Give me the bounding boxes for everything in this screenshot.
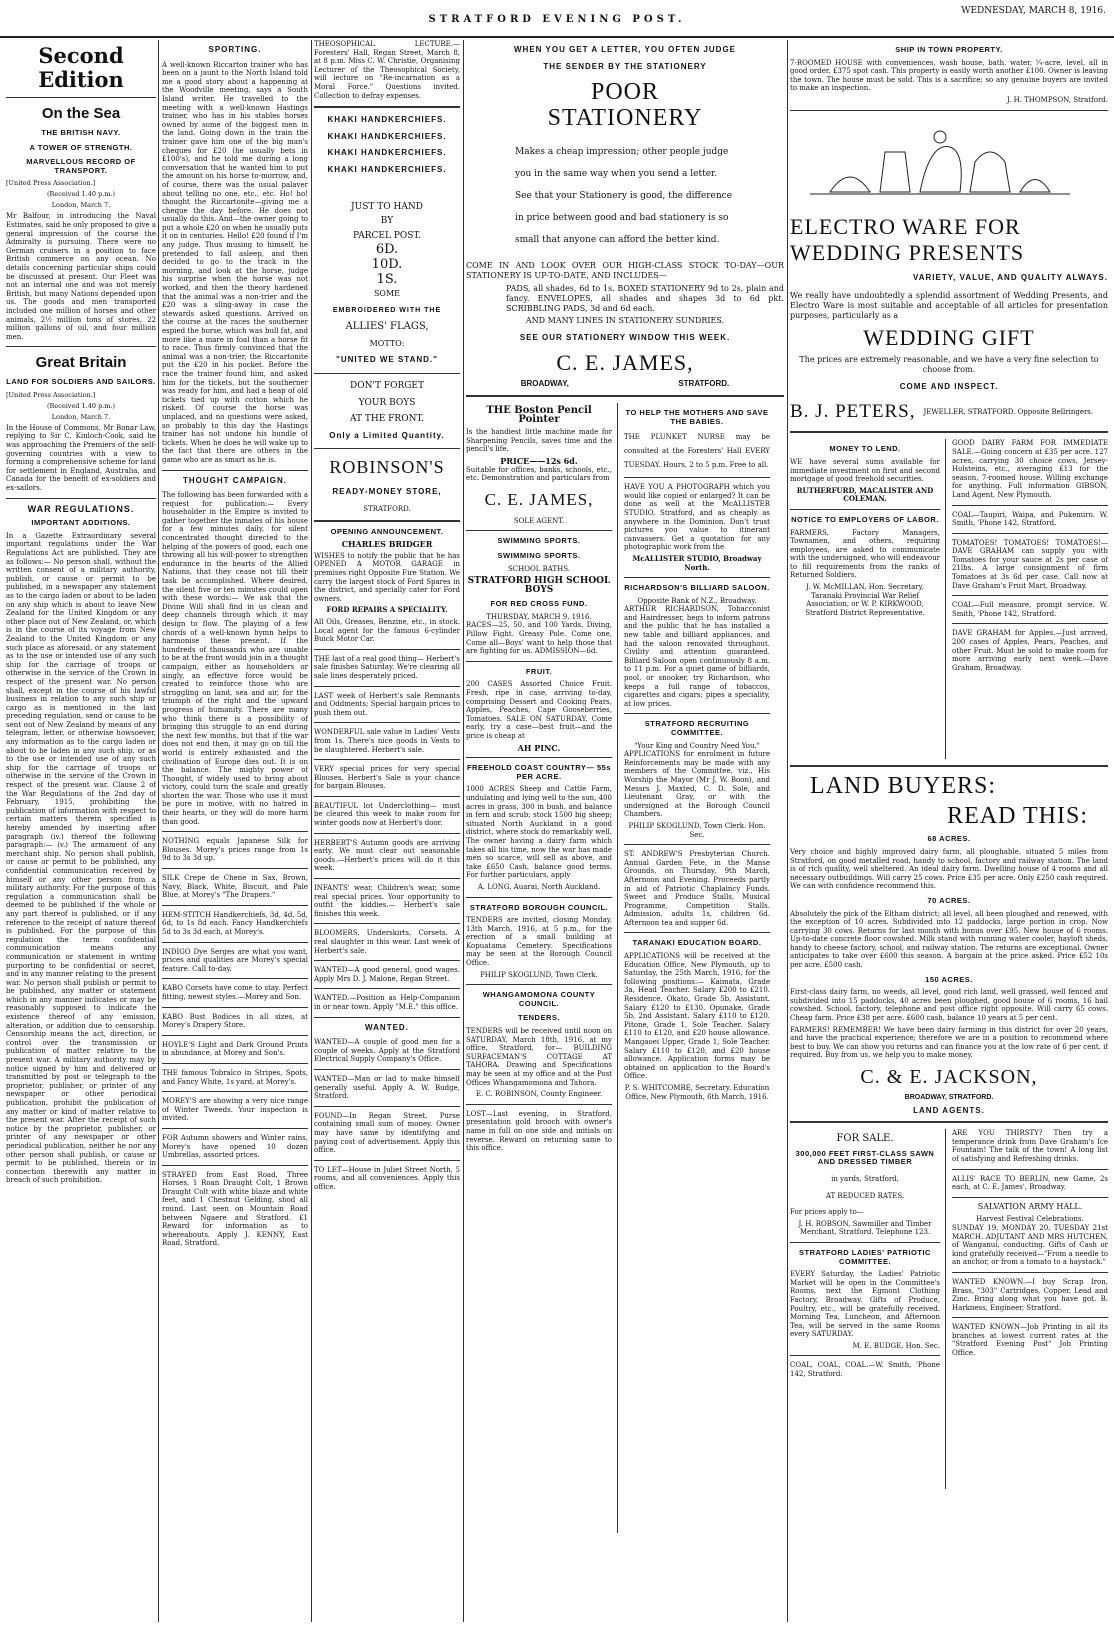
ad-text: PHILIP SKOGLUND, Town Clerk.	[480, 970, 598, 979]
jackson-heading: C. & E. JACKSON,	[860, 1066, 1038, 1088]
ad-text: A. LONG, Auarai, North Auckland.	[477, 882, 601, 891]
ad-text: STRATFORD.	[363, 505, 411, 514]
read-this-heading: READ THIS:	[947, 803, 1088, 830]
ad-text: AH PINC.	[517, 742, 561, 753]
ad-text: ALLIES' FLAGS,	[345, 321, 429, 333]
classified-ad: INDIGO Dye Serges are what you want, prices and qualities are Morey's special feature. Call to-day.	[162, 947, 308, 973]
classified-ad: FOR Autumn showers and Winter rains, Morey's have opened 10 dozen Umbrellas, assorted prices.	[162, 1133, 308, 1160]
ad-body: ST. ANDREW'S Presbyterian Church. Annual Garden Fete, in the Manse Grounds, on Thursday, 9th March, Afternoon and Evening. Proceeds partly in aid of Patriotic Chaplaincy Funds. Sweet and Produce Stalls, Musical Programme, Competition Stalls. Admission, adults 1s, children 6d. Afternoon tea and supper 6d.	[624, 850, 770, 927]
ad-text: McALLISTER STUDIO, Broadway North.	[632, 553, 762, 572]
ad-body: ALLIS' RACE TO BERLIN, new Game, 2s each, at C. E. James', Broadway.	[952, 1174, 1108, 1192]
khaki-line: KHAKI HANDKERCHIEFS.	[327, 164, 447, 174]
ad-body: COAL—Taupiri, Waipa, and Pukemiro. W. Smith, 'Phone 142, Stratford.	[952, 510, 1108, 528]
subheading: FREEHOLD COAST COUNTRY— 55s PER ACRE.	[466, 763, 612, 781]
classified-ad: TO LET—House in Juliet Street North, 5 rooms, and all conveniences. Apply this office.	[314, 1165, 460, 1191]
ad-body: APPLICATIONS will be received at the Education Office, New Plymouth, up to Saturday, the 25th March, 1916, for the following positions:— Kaimata, Grade 3a, Head Teacher. Salary £200 to £210. Residence. Okato, Grade 5b, Assistant. Salary £120 to £130. Opunake, Grade 5b, 2nd Assistant. Salary £110 to £120. Pitone, Grade 1, Sole Teacher. Salary £110 to £120, and £20 house allowance. Mangaoei Upper, Grade 1, Sole Teacher. Salary £110 to £120, and £20 house allowance. Application forms may be obtained on application to the Board's Office.	[624, 952, 770, 1081]
ad-text: E. C. ROBINSON, County Engineer.	[475, 1090, 603, 1099]
ad-text: "Your King and Country Need You."	[634, 741, 760, 750]
ad-text: YOUR BOYS	[358, 397, 416, 408]
subheading: WHANGAMOMONA COUNTY COUNCIL.	[482, 990, 596, 1008]
ad-body: Absolutely the pick of the Eltham district; all level, all been ploughed and renewed, with the exception of 10 acres. Subdivided into 12 paddocks, large portion in crop. Now carrying 30 cows. Returns for last month with bonus over £95. New house of 6 rooms. Up-to-date concrete floor cowshed. Milk stand with running water cooler, hayloft sheds, handy to cheese factory, school, and railway station. The returns are exceptional. Owner anticipates to take over £600 this season. A bargain at the price asked. Price £52 10s per acre. £500 cash.	[790, 909, 1108, 970]
article-body: In a Gazette Extraordinary several important regulations under the War Regulations Act are published. They are as follows:— No person shall, without the written consent of a military authority, publish, or cause or permit to be published, in a newspaper any statement as to the cargo laden or about to be laden on any ship which is about to leave New Zealand for the United Kingdom or any other place out of New Zealand, or, which is in the course of its voyage from New Zealand to the United Kingdom or any such place as aforesaid, or any statement as to the use or intended use of any such ship for the carriage of troops or otherwise in the service of the Crown in respect of the present war. No person shall, except in the course of his lawful business in relation to any such ship or cargo as is mentioned in the last preceding regulation, send or cause to be sent out of New Zealand by means of any telegram, letter, or otherwise howsoever, any information as to the cargo laden or about to be laden in any such ship, or as to the use or intended use of any such ship for the carriage of troops or otherwise in the service of the Crown in respect of the present war. Clause 2 of the War Regulations of the 2nd day of February, 1915, prohibiting the publication of information with respect to certain matters therein specified is hereby amended by inserting after paragraph (iv.) thereof the following paragraph:— (v.) The armament of any merchant ship. No person shall publish, or cause or permit to be published, any confidential communication received by himself or any other person from a military authority. For the purpose of this regulation a communication shall be deemed to be published if the whole or any part thereof is published, or if any reference to the receipt of nature thereof is published. For the purpose of this regulation the term confidential communication means any communication or statement in writing purporting to be confidential or secret, and in any manner relating to the present war. No person shall publish or permit to be published, any matter or statement which in any manner indicates or may be reasonably supposed to indicate the existence thereof of any emission, alteration, or addition due to censorship. Censorship means the act, direction, or control over the transmission or publication of matter relative to the present war. A military authority may by notice signed by him and delivered or transmitted by post or telegraph to the proprietor, publisher, or printer of any newspaper or other periodical publication, prohibit the publication of any matter or kind of matter relative to the present war. After the receipt of such notice by the proprietor, publisher, or printer of any newspaper or other periodical publication, neither he nor any other person shall publish, or cause or permit to be published, therein or in connection therewith any matter in breach of such prohibition.	[6, 531, 156, 1185]
sub-column-left	[790, 439, 940, 759]
ad-text: SEE OUR STATIONERY WINDOW THIS WEEK.	[519, 332, 731, 342]
ad-body: TOMATOES! TOMATOES! TOMATOES!—DAVE GRAHAM can supply you with Tomatoes for your sauce at 2s per case of 21lbs. A large consignment of firm Tomatoes at 3s 6d per case. Call now at Dave Graham's Fruit Mart, Broadway.	[952, 538, 1108, 590]
subheading: 70 ACRES.	[927, 895, 971, 905]
ad-body: THE PLUNKET NURSE may be consulted at the Foresters' Hall EVERY TUESDAY. Hours, 2 to 5 p.m. Free to all.	[624, 433, 770, 470]
classified-ad: HEM-STITCH Handkerchiefs, 3d, 4d, 5d, 6d, to 1s 8d each. Fancy Handkerchiefs 5d to 3s 3d each, at Morey's.	[162, 910, 308, 936]
subheading: RICHARDSON'S BILLIARD SALOON.	[624, 583, 770, 593]
ad-body: WANTED KNOWN.—I buy Scrap Iron, Brass, "303" Cartridges, Copper, Lead and Zinc. Bring along what you have got. B. Harkness, Engineer, Stratford.	[952, 1277, 1108, 1312]
subheading: LAND FOR SOLDIERS AND SAILORS.	[6, 377, 156, 387]
subheading: STRATFORD RECRUITING COMMITTEE.	[644, 719, 750, 737]
classified-ad: VERY special prices for very special Blouses. Herbert's Sale is your chance for bargain Blouses.	[314, 765, 460, 791]
ad-body: WANTED KNOWN—Job Printing in all its branches at lowest current rates at the "Stratford Evening Post" Job Printing Office.	[952, 1323, 1108, 1358]
ad-text: BROADWAY, STRATFORD.	[904, 1094, 994, 1101]
column-rule	[945, 439, 946, 759]
classified-ad: BEAUTIFUL lot Underclothing— must be cleared this week to make room for winter goods now at Herbert's door.	[314, 801, 460, 828]
column-ads	[314, 40, 460, 1622]
press-credit: [United Press Association.]	[6, 390, 96, 399]
price: 6D.	[375, 242, 399, 258]
price: PRICE——12s 6d.	[500, 455, 578, 466]
street: BROADWAY,	[520, 379, 569, 389]
ad-heading: SALVATION ARMY HALL.	[977, 1201, 1083, 1211]
classified-ad: KABO Bust Bodices in all sizes, at Morey's Drapery Store.	[162, 1012, 308, 1030]
sub-column-right	[952, 1129, 1108, 1489]
classified-ad: All Oils, Greases, Benzine, etc., in stock. Local agent for the famous 6-cylinder Buick Motor Car.	[314, 617, 460, 644]
column-sporting	[162, 40, 308, 1622]
ad-text: SCHOOL BATHS.	[508, 564, 570, 573]
ad-text: SOME	[373, 289, 401, 299]
ad-body: Makes a cheap impression; other people judge you in the same way when you send a letter. See that your Stationery is good, the difference in price between good and bad stationery is so small that anyone can afford the better kind.	[515, 147, 733, 246]
ad-text: VARIETY, VALUE, AND QUALITY ALWAYS.	[912, 273, 1108, 283]
ad-text: LAND AGENTS.	[913, 1105, 985, 1115]
ad-body: AND MANY LINES IN STATIONERY SUNDRIES.	[525, 316, 725, 326]
classified-ad: WANTED—A couple of good men for a couple of weeks. Apply at the Stratford Electrical Supply Company's Office.	[314, 1038, 460, 1064]
ad-text: READY-MONEY STORE,	[332, 487, 442, 497]
split-columns	[466, 403, 784, 1533]
khaki-line: KHAKI HANDKERCHIEFS.	[327, 131, 447, 141]
ad-body: FARMERS, Factory Managers, Townsmen, and others, requiring employees, are asked to communicate with the undersigned, who will endeavour to fill requirements from the ranks of Returned Soldiers.	[790, 528, 940, 580]
ad-text: J. W. McMILLAN, Hon. Secretary, Taranaki Provincial War Relief Association, or W. P. KIRKWOOD, Stratford District Representative.	[805, 583, 925, 617]
ad-text: in yards, Stratford,	[831, 1174, 899, 1183]
stationery-heading: STATIONERY	[547, 105, 703, 132]
ad-body: EVERY Saturday, the Ladies' Patriotic Market will be open in the Committee's Rooms, next the Egmont Clothing Factory, Broadway. Gifts of Produce, Poultry, etc., will be gratefully received. Morning Tea, Luncheon, and Afternoon Tea, will be served in the same Rooms every SATURDAY.	[790, 1270, 940, 1339]
subheading: SWIMMING SPORTS.	[497, 536, 581, 546]
ad-body: COME IN AND LOOK OVER OUR HIGH-CLASS STOCK TO-DAY—OUR STATIONERY IS UP-TO-DATE, AND INCLUDES—	[466, 261, 784, 281]
split-section	[790, 1129, 1108, 1489]
ad-text: CHARLES BRIDGER	[341, 539, 433, 550]
ad-body: GOOD DAIRY FARM FOR IMMEDIATE SALE.—Going concern at £35 per acre. 127 acres, carrying 30 choice cows, Jersey-Holsteins, etc., averaging £13 for the season, 7-roomed house. Willing exchange for anything. Full information GIBSON, Land Agent, New Plymouth.	[952, 439, 1108, 499]
ad-body: 1000 ACRES Sheep and Cattle Farm, undulating and lying well to the sun, 400 acres in grass, 300 in bush, and balance in fern and scrub; stock 1500 big sheep; situated North Auckland in a good district, where stock do remarkably well. The owner having a dairy farm which takes all his time, now the war has made men so scarce, will sell as above, and take £650 Cash, balance good terms. For further particulars, apply	[466, 785, 612, 880]
ad-text: AT THE FRONT.	[350, 414, 424, 425]
second-edition-heading: Second Edition	[38, 43, 124, 92]
classified-ad: BLOOMERS, Underskirts, Corsets. A real slaughter in this wear. Last week of Herbert's sale.	[314, 929, 460, 955]
ad-body: RACES—25, 50, and 100 Yards. Diving, Pillow Fight. Greasy Pole. Come one, Come all—Boys' want to help those that are fighting for us. ADMISSION—6d.	[466, 621, 612, 656]
ad-text: FORD REPAIRS A SPECIALITY.	[326, 605, 448, 615]
ad-body: SUNDAY 19, MONDAY 20, TUESDAY 21st MARCH. ADJUTANT AND MRS HUTCHEN, of Wanganui, conducting. Gifts of Cash or kind gratefully received—"From a needle to an anchor, or from a tomato to a haystack."	[952, 1223, 1108, 1267]
classified-ad: HERBERT'S Autumn goods are arriving early. We must clear out seasonable goods.—Herbert's prices will do it this week.	[314, 838, 460, 873]
ad-body: HAVE YOU A PHOTOGRAPH which you would like copied or enlarged? It can be done as well at the McALLISTER STUDIO, Stratford, and as cheaply as anywhere in the Dominion. Don't trust pictures you value to itinerant canvassers. Get a quotation for any photographic work from the	[624, 483, 770, 552]
press-credit: [United Press Association.]	[6, 179, 96, 188]
article-body: In the House of Commons, Mr Bonar Law, replying to Sir C. Kinloch-Cook, said he was approaching the Premiers of the self-governing countries with a view to forming a comprehensive scheme for land for settlement in England, Australia, and Canada for the benefit of ex-soldiers and ex-sailors.	[6, 423, 156, 493]
ad-text: EMBROIDERED WITH THE	[332, 306, 442, 314]
split-section	[790, 439, 1108, 759]
price: 1S.	[376, 271, 398, 287]
column-rule	[617, 403, 618, 1533]
ad-text: Harvest Festival Celebrations.	[976, 1215, 1084, 1224]
ad-body: 7-ROOMED HOUSE with conveniences, wash house, bath, water, ¼-acre, level, all in good order, £375 spot cash. This property is easily worth another £100. Owner is leaving the town. The house must be sold. This is a sacrifice; so any genuine buyers are invited to make an inspection.	[790, 58, 1108, 93]
ad-text: Only a Limited Quantity.	[329, 430, 445, 440]
ad-body: The prices are extremely reasonable, and we have a very fine selection to choose from.	[799, 354, 1099, 374]
khaki-line: KHAKI HANDKERCHIEFS.	[327, 115, 447, 125]
ad-body: For prices apply to—	[790, 1208, 864, 1217]
column-rule	[311, 40, 312, 1622]
subheading: TARANAKI EDUCATION BOARD.	[632, 938, 762, 948]
subheading: IMPORTANT ADDITIONS.	[31, 518, 131, 528]
classified-ad: KABO Corsets have come to stay. Perfect fitting, newest styles.—Morey and Son.	[162, 984, 308, 1001]
ad-body: First-class dairy farm, no weeds, all level, good rich land, well grassed, well fenced and subdivided into 15 paddocks, 40 acres been ploughed, good house of 6 rooms, 16 bail cowshed. School, factory, telephone and post office right opposite. Will carry 65 cows. Cheap farm. Price £38 per acre. £600 cash, balance 10 years at 5 per cent.	[790, 988, 1108, 1023]
ad-text: DON'T FORGET	[350, 381, 424, 392]
ad-body: WE have several sums available for immediate investment on first and second mortgage of good freehold securities.	[790, 457, 940, 484]
subheading: SWIMMING SPORTS.	[497, 550, 581, 560]
town: STRATFORD.	[678, 379, 730, 389]
on-the-sea-heading: On the Sea	[41, 105, 121, 122]
classified-ad: THE famous Tobralco in Stripes, Spots, and Fancy White, 1s yard, at Morey's.	[162, 1068, 308, 1086]
subheading: THE BRITISH NAVY.	[41, 128, 121, 137]
subheading: OPENING ANNOUNCEMENT.	[330, 526, 444, 536]
ad-text: PARCEL POST.	[353, 230, 421, 241]
ad-text: M. E. BUDGE, Hon. Sec.	[852, 1341, 940, 1350]
ad-body: FARMERS! REMEMBER! We have been dairy farming in this district for over 20 years, and have the practical experience; therefore we are in a position to recommend where best to buy. We can show you returns and can finance you at the low rate of 6 per cent. if required. Buy from us, we help you to make money.	[790, 1025, 1108, 1060]
column-rule	[158, 40, 159, 1622]
newspaper-title: STRATFORD EVENING POST.	[428, 14, 686, 25]
sub-column-left	[790, 1129, 940, 1489]
subheading: FOR RED CROSS FUND.	[490, 599, 588, 609]
wedding-gift-heading: WEDDING GIFT	[863, 324, 1035, 350]
ad-body: ARE YOU THIRSTY? Then try a temperance drink from Dave Graham's Ice Fountain! The talk of the town! A long list of satisfying and Refreshing drinks.	[952, 1129, 1108, 1163]
ad-body: We really have undoubtedly a splendid assortment of Wedding Presents, and Electro Ware is most suitable and acceptable of all articles for presentation purposes, particularly as a	[790, 290, 1108, 320]
wanted-heading: WANTED.	[365, 1022, 409, 1032]
classified-ad: FOUND—In Regan Street, Purse containing small sum of money. Owner may have same by identifying and paying cost of advertisement. Apply this office.	[314, 1111, 460, 1155]
ad-text: JUST TO HAND	[351, 201, 423, 212]
classified-ad: INFANTS' wear, Children's wear, some real special prices. Your opportunity to outfit the kiddies.— Herbert's sale finishes this week.	[314, 884, 460, 918]
price: 10D.	[371, 256, 403, 272]
merchant-name: C. E. JAMES,	[484, 489, 594, 509]
ad-heading: FOR SALE.	[836, 1133, 894, 1145]
war-regulations-heading: WAR REGULATIONS.	[27, 503, 135, 514]
subheading: TENDERS.	[518, 1013, 560, 1023]
column-rule	[787, 40, 788, 1622]
ad-text: THE SENDER BY THE STATIONERY	[543, 61, 707, 71]
peters-line	[790, 399, 1108, 425]
ad-body: APPLICATIONS for enrolment in future Reinforcements may be made with any members of the Committee, viz., His Worship the Mayor (Mr J. W. Boon), and Messrs J. Maxted, C. D. Sole, and Lieutenant Gray, or with the undersigned at the Borough Council Chambers.	[624, 750, 770, 819]
great-britain-heading: Great Britain	[35, 354, 127, 372]
classified-ad: WONDERFUL sale value in Ladies' Vests from 1s. There's nice goods in Vests to be slaughtered. Herbert's sale.	[314, 728, 460, 754]
land-buyers-heading: LAND BUYERS:	[810, 773, 997, 800]
dateline: London, March 7.	[51, 201, 111, 210]
electro-ware-heading: ELECTRO WARE FOR WEDDING PRESENTS	[790, 214, 1025, 266]
ad-body: COAL—Full measure, prompt service. W. Smith, 'Phone 142, Stratford.	[952, 601, 1108, 618]
ad-text: Opposite Bank of N.Z., Broadway.	[637, 596, 757, 605]
received-time: (Received 1.40 p.m.)	[46, 401, 116, 410]
ad-body: Suitable for offices, banks, schools, etc., etc. Demonstration and particulars from	[466, 465, 612, 483]
ad-text: SOLE AGENT.	[513, 516, 565, 525]
classified-ad: WANTED.—Position as Help-Companion in or near town. Apply "M.E." this office.	[314, 994, 460, 1011]
column-news	[6, 40, 156, 1622]
ad-text: J. H. THOMPSON, Stratford.	[1006, 95, 1108, 104]
subheading: MONEY TO LEND.	[829, 444, 901, 454]
article-body: A well-known Riccarton trainer who has been on a jaunt to the North Island told me a good story about a happening at the Woodville meeting, says a South Island writer. He travelled to the meeting with a well-known Hastings trainer, who has in his stables horses owned by some of the biggest men in the land. Going down in the train the trainer gave him one of the big man's cheques for £20 (he usually bets in £100's), and he told me during a long conversation that he wanted him to put the amount on his horse to-morrow, and, of course, there was the usual palaver about telling no one, etc., etc. Ho! ho! thought the Riccartonite—giving me a cheque the day before. He does not usually do this. And—the owner going to put a whole £20 on when he usually puts it on in centuries. Hello! £20 found if I'm any judge. Thus musing to himself, he pretended to fall asleep, and then decided to go to the track in the morning, and look at the horse, judge his surprise when the horse was not worked, and then the theory hardened that the animal was a non-trier and the £20 was a sling-away in case the stewards asked questions. Arrived on the course at the races the southerner espied the horse, which was bull fat, and more like a mare in foal than a horse fit to race. Thus firmly convinced that the animal was a non-trier, the Riccartonite put the £20 in his pocket. Before the race the trainer found him, and asked him for the tickets, but the southerner was ready for him, and had a heap of old tickets tied up with cotton which he risked. Of course the horse was unplaced, and no questions were asked, so probably to this day the Hastings trainer has not undone his bundle of tickets. When he does he will wake up to the fact that there are others in the game who are as smart as he is.	[162, 60, 308, 464]
subheading: 150 ACRES.	[925, 974, 973, 984]
silverware-illustration	[790, 122, 1090, 202]
ad-body: TENDERS are invited, closing Monday, 13th March, 1916, at 5 p.m., for the erection of a small building at Kopuatama Cemetery. Specifications may be seen at the Borough Council Office.	[466, 916, 612, 968]
sporting-heading: SPORTING.	[208, 45, 262, 54]
ad-text: RUTHERFURD, MACALISTER AND COLEMAN.	[796, 485, 934, 504]
column-stationery	[466, 40, 784, 1622]
ad-text: THURSDAY, MARCH 9, 1916.	[486, 612, 592, 621]
ad-body: 200 CASES Assorted Choice Fruit. Fresh, ripe in case, arriving to-day, comprising Dessert and Cooking Pears, Apples, Peaches, Cape Gooseberries, Tomatoes. SALE ON SATURDAY. Come early, try a case—best fruit—and the price is cheap at	[466, 680, 612, 740]
subheading: TO HELP THE MOTHERS AND SAVE THE BABIES.	[625, 407, 769, 426]
subheading: STRATFORD LADIES' PATRIOTIC COMMITTEE.	[799, 1247, 931, 1266]
address-line	[466, 380, 784, 389]
ad-text: J. H. ROBSON, Sawmiller and Timber Merchant, Stratford. Telephone 123.	[798, 1219, 932, 1237]
classified-ad: LAST week of Herbert's sale Remnants and Oddments; Special bargain prices to push them out.	[314, 691, 460, 717]
subheading: FRUIT.	[525, 666, 553, 676]
issue-date: WEDNESDAY, MARCH 8, 1916.	[961, 6, 1106, 16]
ad-text: BY	[380, 216, 394, 227]
merchant-name: B. J. PETERS,	[790, 401, 916, 423]
masthead	[0, 0, 1114, 38]
subheading: NOTICE TO EMPLOYERS OF LABOR.	[791, 514, 939, 524]
ad-body: COAL, COAL, COAL.—W. Smith, 'Phone 142, Stratford.	[790, 1361, 940, 1379]
subheading: SHIP IN TOWN PROPERTY.	[895, 45, 1003, 54]
classified-ad: MOREY'S are showing a very nice range of Winter Tweeds. Your inspection is invited.	[162, 1097, 308, 1123]
thought-campaign-heading: THOUGHT CAMPAIGN.	[183, 475, 287, 485]
sub-column-right	[624, 403, 770, 1533]
classified-ad: WANTED—Man or lad to make himself generally useful. Apply A. W. Budge, Stratford.	[314, 1074, 460, 1101]
received-time: (Received 1.40 p.m.)	[46, 190, 116, 199]
store-name: ROBINSON'S	[329, 457, 445, 478]
sub-column-left	[466, 403, 612, 1533]
subheading: A TOWER OF STRENGTH.	[29, 142, 133, 152]
ad-body: DAVE GRAHAM for Apples.—Just arrived, 200 cases of Apples, Pears, Peaches, and other Fruit. Must be sold to make room for more arriving early next week.—Dave Graham, Broadway.	[952, 629, 1108, 672]
classified-ad: STRAYED from East Road, Three Horses, 1 Roan Draught Colt, 1 Brown Draught Colt with white blaze and white feet, and 1 Chestnut Gelding, shod all round. Last seen on Mountain Road between Ngaere and Stratford. £1 Reward for information as to whereabouts. Apply J. KENNY, East Road, Stratford.	[162, 1170, 308, 1248]
ad-text: PHILIP SKOGLUND, Town Clerk. Hon. Sec.	[628, 821, 766, 839]
column-property	[790, 40, 1108, 1622]
article-body: The following has been forwarded with a request for publication:— Every householder in the Empire is invited to gather together the inmates of his house for a few minutes daily, for silent concentrated thought directed to the helping of the powers of good, each one throwing all his will-power to strengthen endurance in the hearts of the Allied Nations, that they cease not till their task be accomplished. Where desired, the silent five or ten minutes could open with these words:— We ask that the Divine Will shall find in us clean and deep channels through which it may design to flow. The playing of a few chords of a well-known hymn helps to harmonise these present. If the hundreds of thousands who are unable to be at the front would join in a thought campaign, either as householders or singly, an effective force would be created to reinforce those who are struggling on land, sea and air, for the triumph of the right and the upward progress of humanity. There are many who think there is a possibility of bringing this struggle to an end during the next few months, but that if the war does not end then, it may go on till the world is entirely exhausted and the civilisation of Europe dies out. It is on the balance. The mighty power of Thought, if widely used to bring about victory, could turn the scale and greatly shorten the war. Those who use it must be pure in motive, with no hatred in their hearts, or they will do more harm than good.	[162, 491, 308, 826]
classified-ad: WANTED—A good general, good wages. Apply Mrs D. J. Malone, Regan Street.	[314, 966, 460, 983]
ad-text: P. S. WHITCOMBE, Secretary. Education Office, New Plymouth, 6th March, 1916.	[624, 1083, 770, 1101]
ad-body: TENDERS will be received until noon on SATURDAY, March 18th, 1916, at my office, Stratford, for— BUILDING SURFACEMAN'S COTTAGE AT TAHORA. Drawing and Specifications may be seen at my office and at the Post Offices Whangamomona and Tahora.	[466, 1027, 612, 1087]
khaki-line: KHAKI HANDKERCHIEFS.	[327, 148, 447, 158]
subheading: 68 ACRES.	[927, 834, 971, 844]
classified-ad: SILK Crepe de Chene in Sax, Brown, Navy, Black, White, Biscuit, and Pale Blue, at Morey's "The Drapers."	[162, 874, 308, 900]
ad-text: JEWELLER, STRATFORD. Opposite Bellringers.	[923, 408, 1094, 417]
classified-ad: HOYLE'S Light and Dark Ground Prints in abundance, at Morey and Son's.	[162, 1040, 308, 1058]
subheading: MARVELLOUS RECORD OF TRANSPORT.	[26, 157, 136, 175]
article-body: Mr Balfour, in introducing the Naval Estimates, said he only proposed to give a general impression of the course the Admiralty is pursuing. There were no German cruisers in a position to face British commerce on any ocean. No details concerning particular ships could be discussed at present. Our Fleet was not an internal one and was not merely British, but many Nations depended upon us. The goods and men transported included one million of horses and other animals, 2½ million tons of stores, 22 million gallons of oil, and four million men.	[6, 212, 156, 341]
ad-text: "UNITED WE STAND."	[336, 355, 438, 365]
ad-heading: THE Boston Pencil Pointer	[486, 404, 592, 425]
ad-text: WHEN YOU GET A LETTER, YOU OFTEN JUDGE	[513, 45, 736, 54]
dateline: London, March 7.	[51, 412, 111, 421]
ad-body: LOST—Last evening, in Stratford, presentation gold brooch with owner's name in full on one side and initials on reverse. Reward on returning same to this office.	[466, 1109, 612, 1153]
ad-body: PADS, all shades, 6d to 1s. BOXED STATIONERY 9d to 2s, plain and fancy. ENVELOPES, all shades and shapes 3d to 6d pkt. SCRIBBLING PADS, 3d and 6d each.	[506, 284, 784, 314]
ad-body: ARTHUR RICHARDSON, Tobacconist and Hairdresser, begs to inform patrons and the public that he has installed a new table and billiard appliances, and had the saloon renovated throughout. Civility and attention guaranteed. Billiard Saloon open continuously 8 a.m. to 11 p.m. For a quiet game of billiards, pool, or snooker, try Richardson, who keeps a full range of tobaccos, cigarettes and cigars; pipes a speciality, at low prices.	[624, 605, 770, 708]
classified-ad: THE last of a real good thing— Herbert's sale finishes Saturday. We're clearing all sale lines desperately priced.	[314, 654, 460, 680]
ad-heading: STRATFORD HIGH SCHOOL BOYS	[467, 576, 611, 595]
classified-ad: NOTHING equals Japanese Silk for Blouses. Morey's prices range from 1s 9d to 3s 3d up.	[162, 837, 308, 863]
merchant-name: C. E. JAMES,	[556, 350, 694, 376]
poor-heading: POOR	[590, 79, 660, 106]
subheading: STRATFORD BOROUGH COUNCIL.	[469, 902, 609, 912]
ad-text: MOTTO:	[369, 338, 405, 348]
sub-column-right	[952, 439, 1108, 759]
classified-ad: THEOSOPHICAL LECTURE.— Foresters' Hall, Regan Street, March 8, at 8 p.m. Miss C. W. Christie, Organising Lecturer of the Theosophical Society, will lecture on "Re-incarnation as a Moral Force." Questions invited. Collection to defray expenses.	[314, 40, 460, 100]
ad-text: AT REDUCED RATES.	[825, 1191, 905, 1200]
column-rule	[945, 1129, 946, 1489]
column-rule	[463, 40, 464, 1622]
ad-body: Is the handiest little machine made for Sharpening Pencils, saves time and the pencil's life.	[466, 428, 612, 454]
classified-ad: WISHES to notify the public that he has OPENED A MOTOR GARAGE in premises right Opposite Fire Station. We carry the largest stock of Ford Spares in the district, and specially cater for Ford owners.	[314, 551, 460, 603]
ad-text: COME AND INSPECT.	[899, 381, 999, 391]
subheading: 300,000 FEET FIRST-CLASS SAWN AND DRESSED TIMBER	[795, 1148, 935, 1167]
ad-body: Very choice and highly improved dairy farm, all ploughable, situated 5 miles from Stratford, on good metalled road, handy to school, factory and railway station. The land is of rich quality, well sheltered. An ideal dairy farm. Dwelling house of 4 rooms and all necessary outbuildings. Will carry 25 cows. Price £35 per acre. Only £250 cash required. We can with confidence recommend this.	[790, 847, 1108, 891]
